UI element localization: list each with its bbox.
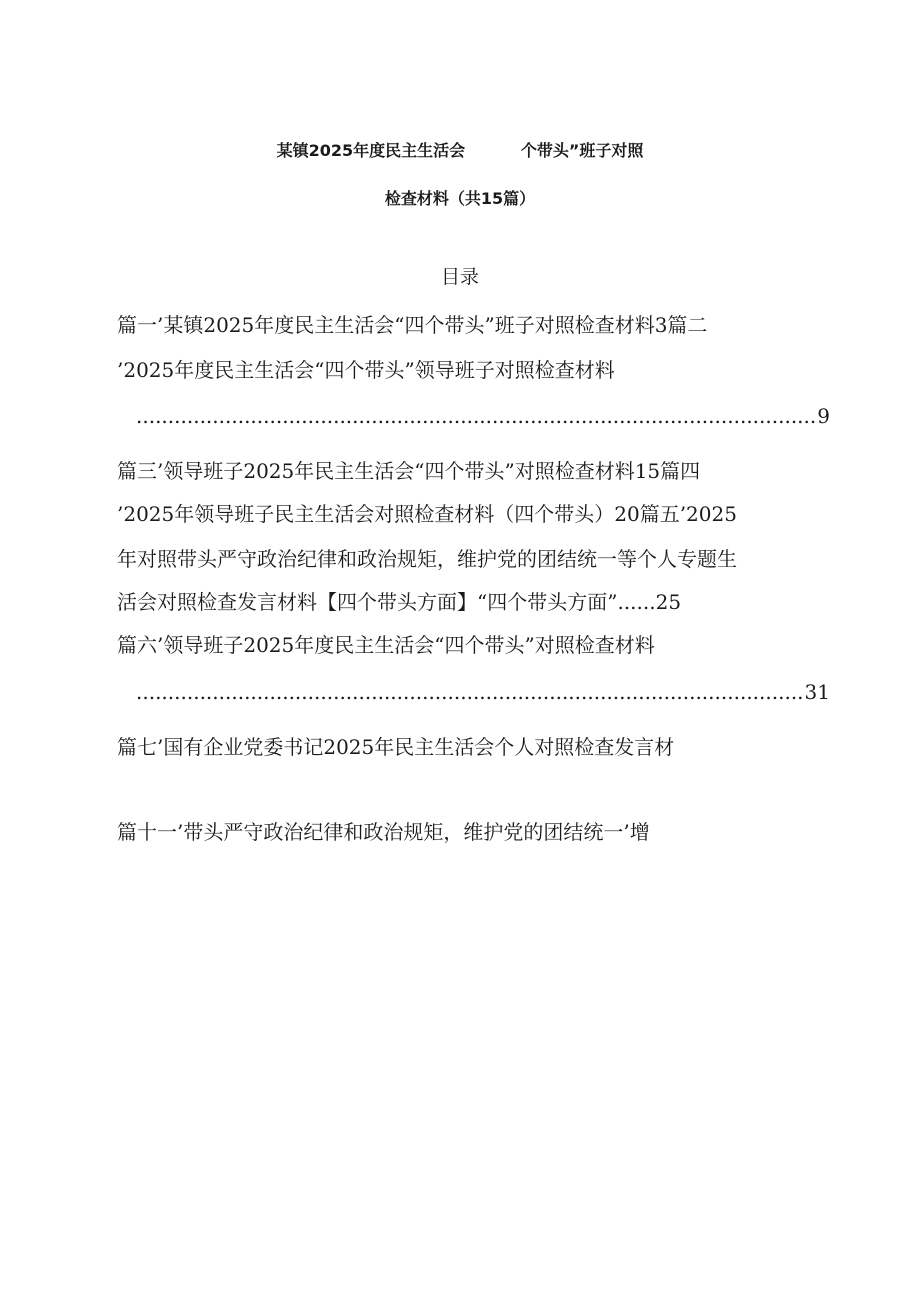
toc-entry-3[interactable]: 篇三’领导班子2025年民主生活会“四个带头”对照检查材料15篇四 [117,459,701,483]
toc-entry-5[interactable]: 年对照带头严守政治纪律和政治规矩，维护党的团结统一等个人专题生 [117,547,737,571]
document-title-line-1: 某镇2025年度民主生活会 个带头”班子对照 [276,141,644,160]
toc-entry-1[interactable]: 篇一’某镇2025年度民主生活会“四个带头”班子对照检查材料3篇二 [117,313,708,337]
toc-entry-6[interactable]: 活会对照检查发言材料【四个带头方面】“四个带头方面”......25 [117,590,682,614]
toc-entry-4[interactable]: ’2025年领导班子民主生活会对照检查材料（四个带头）20篇五’2025 [117,502,737,526]
toc-entry-8[interactable]: 篇七’国有企业党委书记2025年民主生活会个人对照检查发言材 [117,735,675,759]
dot-leader [136,404,817,428]
toc-entry-7[interactable]: 篇六’领导班子2025年度民主生活会“四个带头”对照检查材料 [117,633,655,657]
toc-heading: 目录 [440,266,479,288]
document-title-line-2: 检查材料（共15篇） [384,189,536,208]
toc-entry-2[interactable]: ’2025年度民主生活会“四个带头”领导班子对照检查材料 [117,358,615,382]
toc-leader-1 [136,404,830,428]
page-number: 31 [804,680,830,704]
dot-leader [136,680,805,704]
toc-leader-2 [136,680,830,704]
page-number: 9 [817,404,830,428]
toc-entry-9[interactable]: 篇十一’带头严守政治纪律和政治规矩，维护党的团结统一’增 [117,820,650,844]
